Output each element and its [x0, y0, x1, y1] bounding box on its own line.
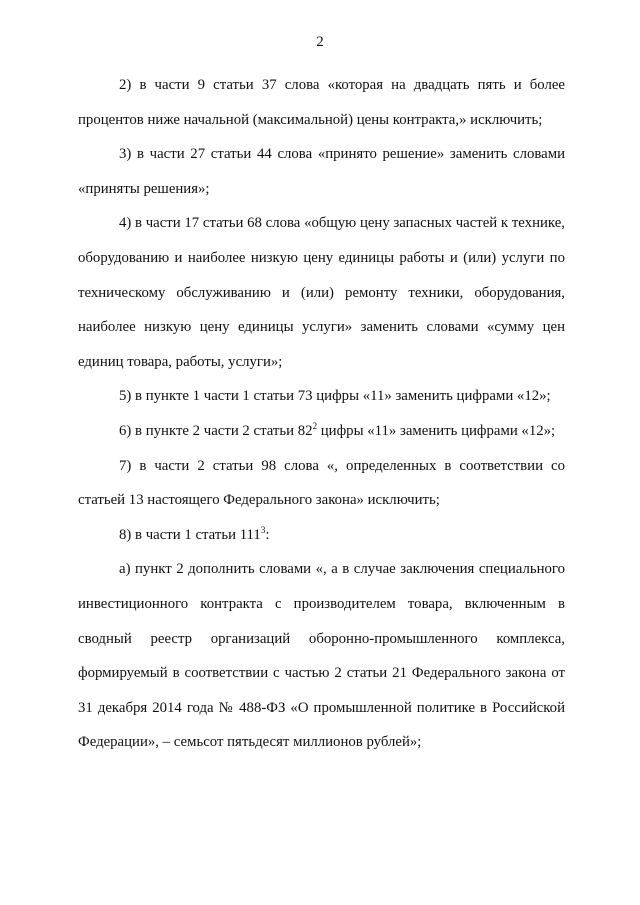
superscript-index: 2 [312, 421, 318, 432]
paragraph-item-8 [78, 518, 565, 553]
paragraph-tail: цифры «11» заменить цифрами «12»; [317, 422, 556, 439]
paragraph-text: 3) в части 27 статьи 44 слова «принято решение» заменить словами «приняты решения»; [78, 146, 565, 197]
paragraph-text: 2) в части 9 статьи 37 слова «которая на двадцать пять и более процентов ниже начальной (максимальной) цены контракта,» исключить; [78, 77, 565, 128]
paragraph-text: 6) в пункте 2 части 2 статьи 82 [119, 422, 313, 439]
paragraph-text: а) пункт 2 дополнить словами «, а в случае заключения специального инвестиционного контракта с производителем товара, включенным в сводный реестр организаций оборонно-промышленного комплекса, формируемый в соответствии с частью 2 статьи 21 Федерального закона от 31 декабря 2014 года № 488-ФЗ «О промышленной политике в Российской Федерации», – семьсот пятьдесят миллионов рублей»; [78, 561, 565, 751]
superscript-index: 3 [260, 524, 266, 535]
paragraph-item-6 [78, 414, 565, 449]
paragraph-tail: : [265, 526, 270, 543]
page-number: 2 [316, 34, 324, 50]
paragraph-text: 7) в части 2 статьи 98 слова «, определенных в соответствии со статьей 13 настоящего Федерального закона» исключить; [78, 457, 565, 509]
paragraph-item-3 [78, 137, 565, 206]
paragraph-text: 4) в части 17 статьи 68 слова «общую цену запасных частей к технике, оборудованию и наиболее низкую цену единицы работы и (или) услуги по техническому обслуживанию и (или) ремонту техники, оборудования, наиболее низкую цену единицы услуги» заменить словами «сумму цен единиц товара, работы, услуги»; [78, 215, 565, 370]
paragraph-subitem-a [78, 552, 565, 760]
paragraph-item-2 [78, 68, 565, 137]
paragraph-item-7 [78, 449, 565, 518]
paragraph-item-4 [78, 206, 565, 379]
paragraph-text: 5) в пункте 1 части 1 статьи 73 цифры «11» заменить цифрами «12»; [119, 388, 551, 405]
document-body [78, 68, 565, 760]
paragraph-text: 8) в части 1 статьи 111 [119, 526, 261, 543]
paragraph-item-5 [78, 379, 565, 414]
